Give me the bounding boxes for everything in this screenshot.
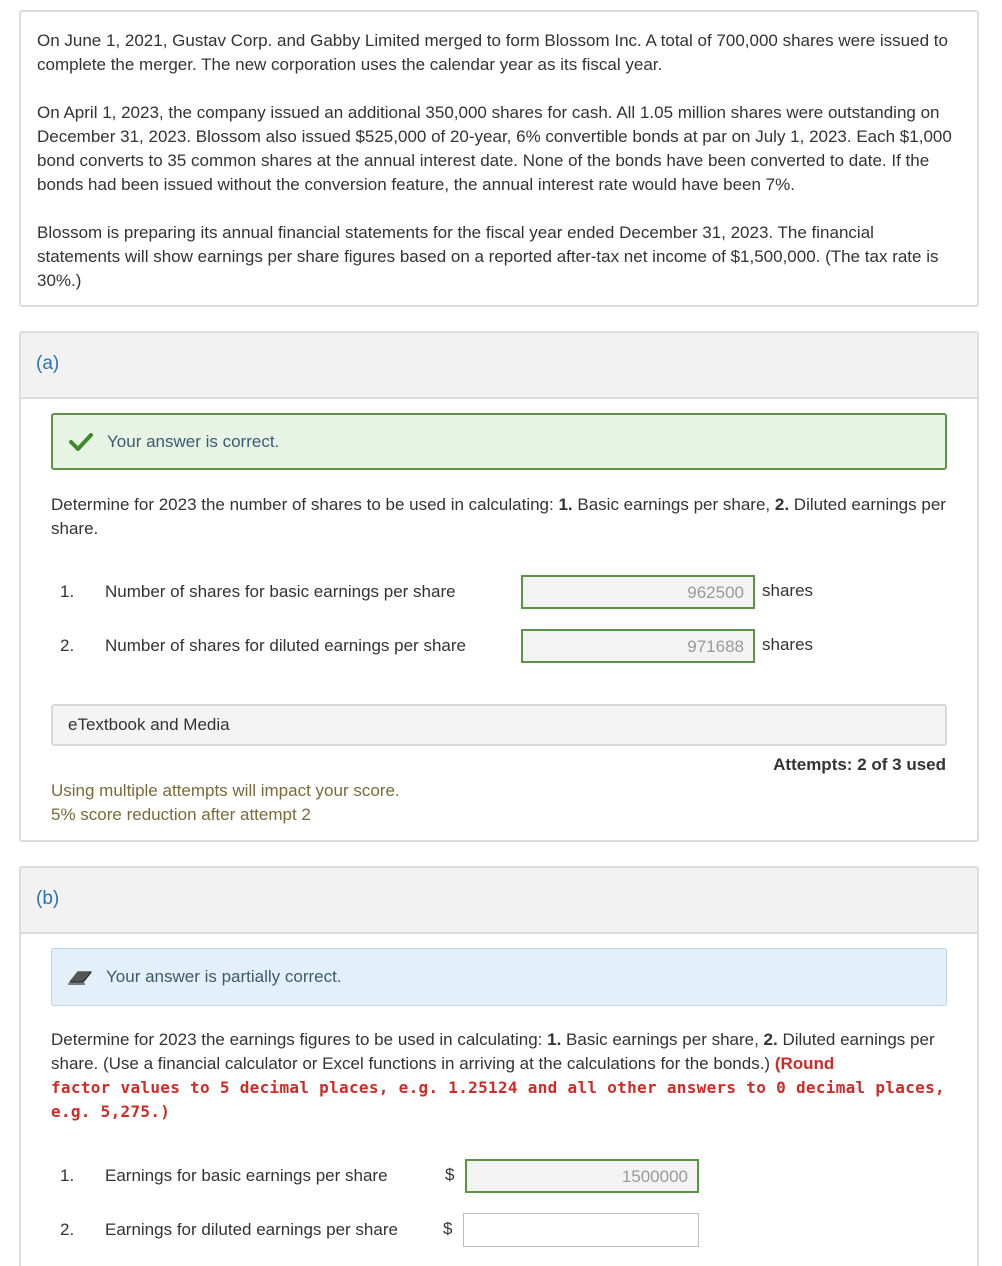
- question-text: Determine for 2023 the number of shares to be used in calculating:: [51, 495, 559, 514]
- question-text: Diluted earnings per share.: [51, 495, 946, 538]
- row-number: 1.: [60, 582, 75, 601]
- row-label: Earnings for diluted earnings per share: [105, 1220, 398, 1239]
- currency-symbol: $: [445, 1165, 455, 1184]
- part-b-question: [51, 1028, 951, 1124]
- part-b: [19, 866, 979, 1266]
- part-a-question: [51, 493, 951, 541]
- correct-banner-text: Your answer is correct.: [107, 431, 280, 451]
- question-text: Determine for 2023 the earnings figures to be used in calculating:: [51, 1030, 548, 1049]
- warning-line-1: Using multiple attempts will impact your score.: [51, 781, 400, 800]
- part-a: [19, 331, 979, 842]
- question-number: 2.: [763, 1030, 778, 1049]
- partial-banner: [51, 948, 947, 1006]
- question-text: Basic earnings per share,: [561, 1030, 764, 1049]
- question-text: Basic earnings per share,: [572, 495, 775, 514]
- warning-line-2: 5% score reduction after attempt 2: [51, 805, 311, 824]
- attempts-warning: [51, 779, 400, 827]
- question-number: 2.: [774, 495, 790, 514]
- question-number: 1.: [547, 1030, 562, 1049]
- rounding-hint-detail: factor values to 5 decimal places, e.g. 1.25124 and all other answers to 0 decimal places, e.g. 5,275.): [51, 1078, 945, 1121]
- basic-earnings-input[interactable]: 1500000: [465, 1159, 699, 1193]
- row-label: Number of shares for basic earnings per share: [105, 582, 456, 601]
- basic-shares-unit: shares: [762, 581, 814, 600]
- diluted-shares-unit: shares: [762, 635, 814, 654]
- currency-symbol: $: [443, 1219, 453, 1238]
- row-number: 2.: [60, 636, 75, 655]
- pencil-icon: [66, 969, 94, 985]
- part-a-header: [21, 333, 977, 399]
- checkmark-icon: [67, 433, 95, 451]
- question-number: 1.: [558, 495, 573, 514]
- diluted-earnings-row: [51, 1213, 398, 1247]
- basic-shares-row: [51, 575, 456, 609]
- correct-banner: [51, 413, 947, 470]
- diluted-shares-row: [51, 629, 466, 663]
- diluted-earnings-input[interactable]: [463, 1213, 699, 1247]
- etextbook-media-button[interactable]: eTextbook and Media: [51, 704, 947, 746]
- question-text: Diluted earnings per share. (Use a financial calculator or Excel functions in arriving at the calculations for the bonds.): [51, 1030, 935, 1073]
- row-number: 1.: [60, 1166, 75, 1185]
- attempts-counter: Attempts: 2 of 3 used: [773, 755, 946, 774]
- problem-paragraph-2: On April 1, 2023, the company issued an additional 350,000 shares for cash. All 1.05 million shares were outstanding on December 31, 2023. Blossom also issued $525,000 of 20-year, 6% convertible bonds at par on July 1, 2023. Each $1,000 bond converts to 35 common shares at the annual interest date. None of the bonds have been converted to date. If the bonds had been issued without the conversion feature, the annual interest rate would have been 7%.: [37, 103, 952, 194]
- problem-paragraph-3: Blossom is preparing its annual financial statements for the fiscal year ended December 31, 2023. The financial statements will show earnings per share figures based on a reported after-tax net income of $1,500,000. (The tax rate is 30%.): [37, 223, 939, 290]
- part-a-label: (a): [36, 353, 60, 374]
- part-b-header: [21, 868, 977, 934]
- partial-banner-text: Your answer is partially correct.: [106, 967, 342, 986]
- problem-paragraph-1: On June 1, 2021, Gustav Corp. and Gabby Limited merged to form Blossom Inc. A total of 700,000 shares were issued to complete the merger. The new corporation uses the calendar year as its fiscal year.: [37, 31, 948, 74]
- diluted-shares-input[interactable]: 971688: [521, 629, 755, 663]
- basic-shares-input[interactable]: 962500: [521, 575, 755, 609]
- row-number: 2.: [60, 1220, 75, 1239]
- row-label: Number of shares for diluted earnings per share: [105, 636, 466, 655]
- row-label: Earnings for basic earnings per share: [105, 1166, 388, 1185]
- rounding-hint: (Round: [774, 1054, 835, 1073]
- basic-earnings-row: [51, 1159, 388, 1193]
- problem-statement: [19, 10, 979, 307]
- part-b-label: (b): [36, 888, 60, 909]
